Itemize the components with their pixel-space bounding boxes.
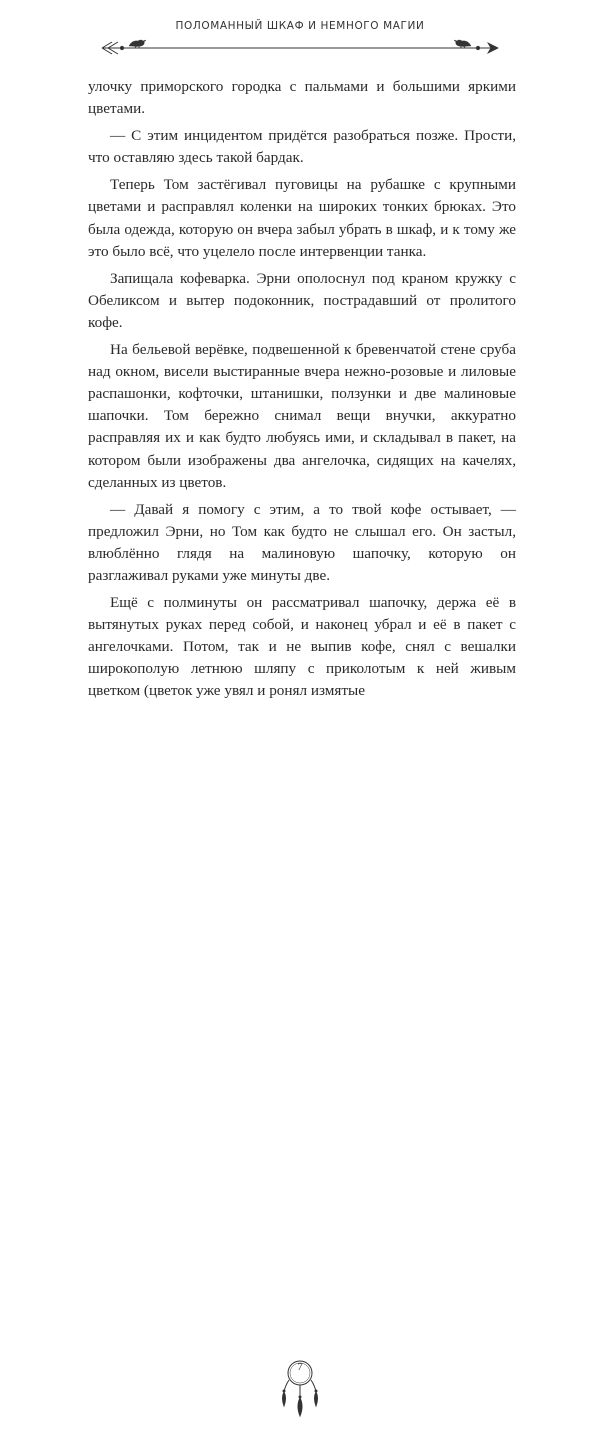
paragraph: На бельевой верёвке, подвешенной к бревенчатой стене сруба над окном, висели выстиранные вчера нежно-розовые и лиловые распашонки, кофточки, штанишки, ползунки и две малиновые шапочки. Том бережно снимал вещи внучки, аккуратно расправляя их и как будто любуясь ими, и складывал в пакет, на котором были изображены два ангелочка, сидящих на качелях, сделанных из цветов.	[88, 341, 516, 491]
paragraph: — Давай я помогу с этим, а то твой кофе остывает, — предложил Эрни, но Том как будто не слышал его. Он застыл, влюблённо глядя на малиновую шапочку, которую он разглаживал руками уже минуты две.	[88, 500, 516, 584]
page-body	[88, 76, 516, 708]
paragraph: — С этим инцидентом придётся разобраться позже. Прости, что оставляю здесь такой бардак.	[88, 127, 516, 167]
page-number: 7	[297, 1361, 303, 1373]
running-title: ПОЛОМАННЫЙ ШКАФ И НЕМНОГО МАГИИ	[175, 20, 425, 32]
page-footer	[0, 680, 600, 1373]
arrow-with-ravens-icon	[96, 34, 504, 58]
paragraph: улочку приморского городка с пальмами и большими яркими цветами.	[88, 78, 516, 118]
page-header	[0, 0, 600, 72]
paragraph: Теперь Том застёгивал пуговицы на рубашке с крупными цветами и расправлял коленки на широких тонких брюках. Это была одежда, которую он вчера забыл убрать в шкаф, и к тому же это было всё, что уцелело после интервенции танка.	[88, 176, 516, 260]
paragraph: Ещё с полминуты он рассматривал шапочку, держа её в вытянутых руках перед собой, и наконец убрал и её в пакет с ангелочками. Потом, так и не выпив кофе, снял с вешалки широкополую летнюю шляпу с приколотым к ней живым цветком (цветок уже увял и ронял измятые	[88, 594, 516, 700]
paragraph: Запищала кофеварка. Эрни ополоснул под краном кружку с Обеликсом и вытер подоконник, пострадавший от пролитого кофе.	[88, 269, 516, 331]
